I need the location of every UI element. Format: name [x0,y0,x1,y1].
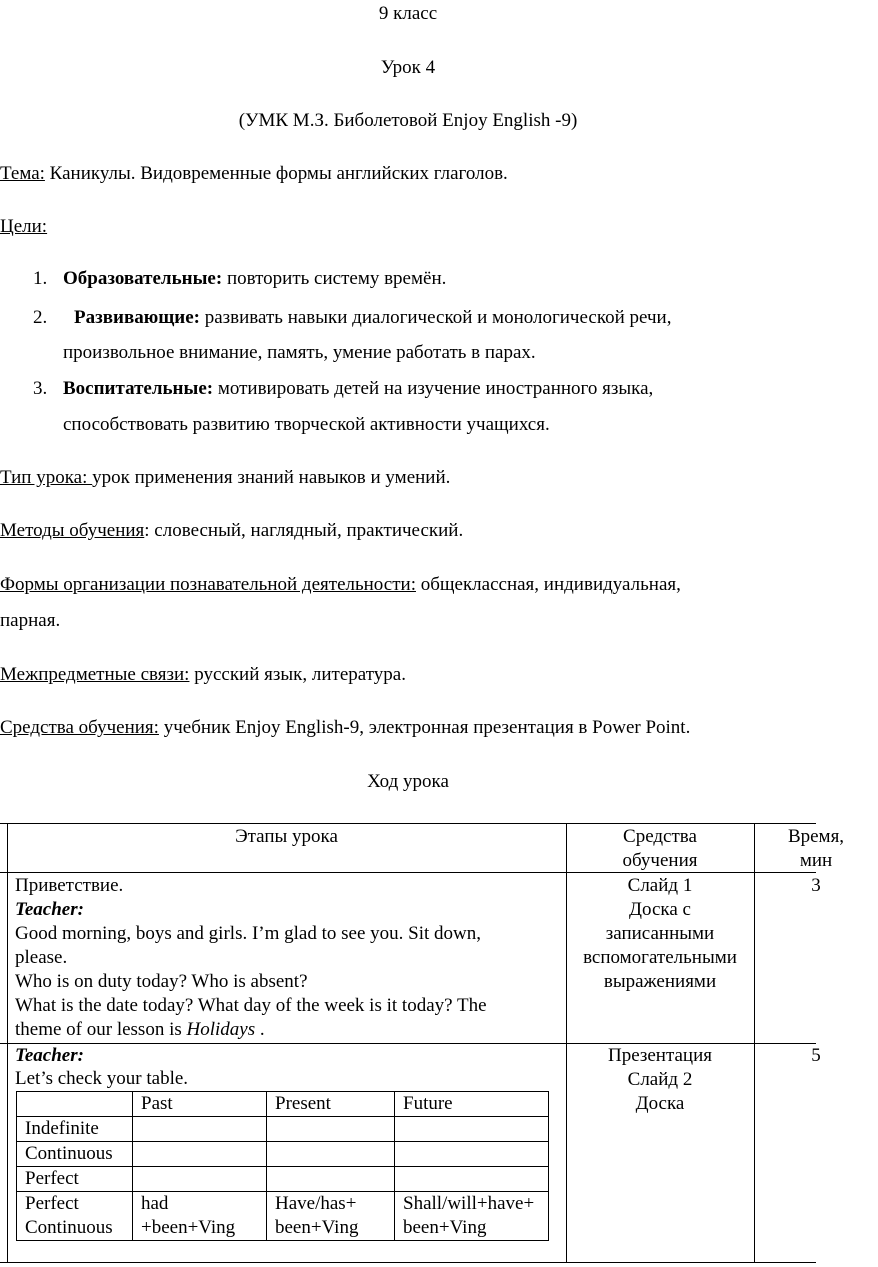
tense-label: Perfect [17,1167,133,1192]
goal-2-num: 2. [33,307,48,328]
goal-2-line2: произвольное внимание, память, умение работать в парах. [63,342,536,363]
goal-1-num: 1. [33,268,48,289]
teaching-means: Средства обучения: учебник Enjoy English-9, электронная презентация в Power Point. [0,717,691,738]
goal-3: Воспитательные: мотивировать детей на изучение иностранного языка, [63,378,654,399]
methods: Методы обучения: словесный, наглядный, практический. [0,520,464,541]
tense-row-perfect-continuous [17,1192,549,1241]
goal-2: Развивающие: развивать навыки диалогической и монологической речи, [74,307,672,328]
row1-speech-3: Who is on duty today? Who is absent? [15,971,308,992]
row1-speech-4: What is the date today? What day of the week is it today? The [15,995,487,1016]
row1-speech-1: Good morning, boys and girls. I’m glad to see you. Sit down, [15,923,481,944]
course-title: Ход урока [367,771,449,792]
interdisciplinary-links: Межпредметные связи: русский язык, литература. [0,664,406,685]
row1-speech-5: theme of our lesson is Holidays . [15,1019,265,1040]
forms: Формы организации познавательной деятельности: общеклассная, индивидуальная, [0,574,681,595]
tense-present-perfect-continuous: Have/has+ been+Ving [267,1192,395,1241]
tense-row [17,1117,549,1142]
lesson-type: Тип урока: урок применения знаний навыков и умений. [0,467,451,488]
tense-header-present: Present [267,1092,395,1117]
row1-teacher: Teacher: [15,899,84,920]
tense-header-empty [17,1092,133,1117]
tense-cell [133,1142,267,1167]
row2-means-2: Слайд 2 [627,1069,693,1090]
tense-cell [395,1142,549,1167]
tense-table [16,1091,549,1241]
row2-means-3: Доска [635,1093,685,1114]
row1-speech-2: please. [15,947,68,968]
goals-label: Цели: [0,216,48,237]
row1-means-1: Слайд 1 [627,875,693,896]
tense-header-future: Future [395,1092,549,1117]
tense-cell [267,1167,395,1192]
goal-3-line2: способствовать развитию творческой активности учащихся. [63,414,550,435]
topic-line [0,163,508,185]
row1-stage: Приветствие. [15,875,124,896]
row2-time: 5 [811,1045,821,1066]
tense-header-past: Past [133,1092,267,1117]
row2-teacher: Teacher: [15,1045,84,1066]
tense-cell [267,1117,395,1142]
topic-label: Тема: [0,163,45,184]
row1-means-2: Доска с [629,899,691,920]
tense-cell [133,1117,267,1142]
tense-future-perfect-continuous: Shall/will+have+ been+Ving [395,1192,549,1241]
row1-means-4: вспомогательными [583,947,737,968]
goal-3-num: 3. [33,378,48,399]
umk-title: (УМК М.З. Биболетовой Enjoy English -9) [238,110,578,131]
tense-label: Indefinite [17,1117,133,1142]
grade-title: 9 класс [378,3,438,24]
tense-past-perfect-continuous: had +been+Ving [133,1192,267,1241]
header-means-1: Средства [623,826,697,847]
lesson-title: Урок 4 [380,57,436,78]
header-time-1: Время, [787,826,845,847]
header-stages: Этапы урока [235,826,338,847]
topic-text: Каникулы. Видовременные формы английских глаголов. [44,163,508,184]
row1-means-5: выражениями [603,971,717,992]
row1-time: 3 [811,875,821,896]
tense-row [17,1167,549,1192]
tense-cell [133,1167,267,1192]
tense-label-perfect-continuous: Perfect Continuous [17,1192,133,1241]
row2-speech: Let’s check your table. [15,1068,189,1089]
tense-label: Continuous [17,1142,133,1167]
tense-cell [395,1167,549,1192]
goal-1: Образовательные: повторить систему времён. [63,268,447,289]
header-means-2: обучения [622,850,698,871]
row1-means-3: записанными [605,923,715,944]
tense-cell [395,1117,549,1142]
header-time-2: мин [799,850,833,871]
tense-cell [267,1142,395,1167]
tense-header-row [17,1092,549,1117]
row2-means-1: Презентация [607,1045,713,1066]
forms-line2: парная. [0,610,61,631]
tense-row [17,1142,549,1167]
